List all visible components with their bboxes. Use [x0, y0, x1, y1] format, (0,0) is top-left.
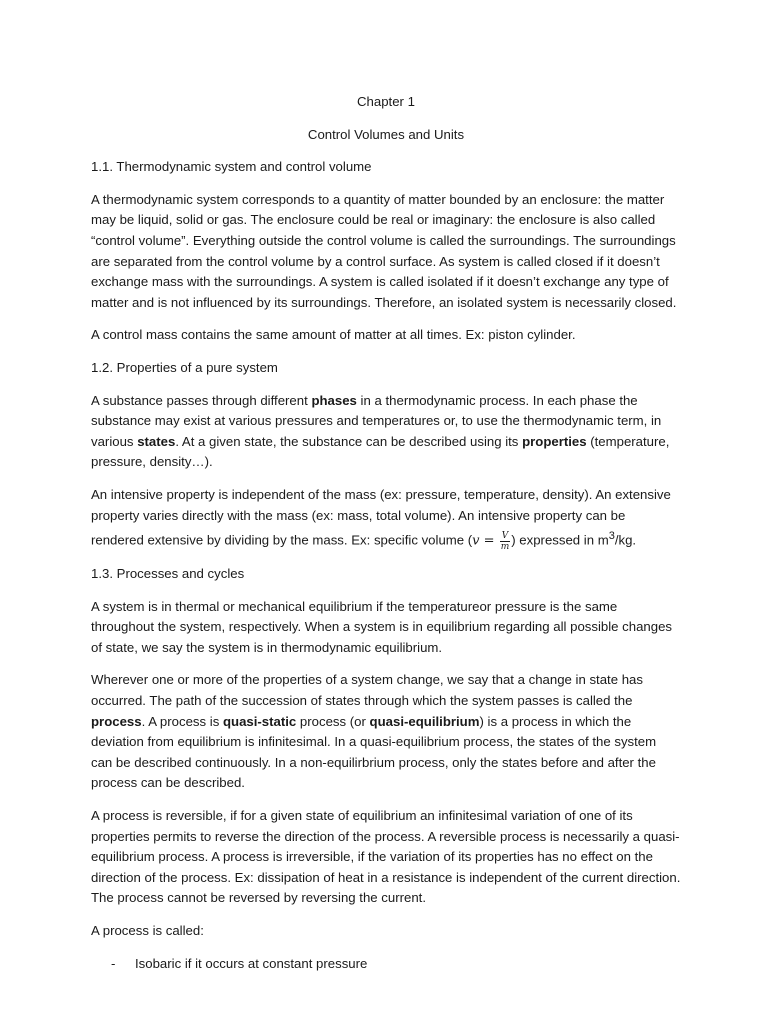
paragraph-process-definition	[91, 670, 681, 794]
process-type-list	[91, 954, 681, 975]
section-heading-1-1: 1.1. Thermodynamic system and control volume	[91, 159, 372, 175]
bold-term-process: process	[91, 713, 142, 729]
section-heading-1-3: 1.3. Processes and cycles	[91, 566, 245, 582]
text-run: /kg.	[614, 532, 637, 548]
section-heading-1-2: 1.2. Properties of a pure system	[91, 359, 278, 375]
chapter-label: Chapter 1	[357, 94, 415, 109]
text-run: in a thermodynamic process. In each phase the substance may exist at various pressures and temperatures or, to use the thermodynamic term, in various	[91, 392, 662, 449]
math-equals: =	[479, 533, 499, 549]
text-run: ) expressed in m	[511, 532, 609, 548]
dash-bullet: -	[111, 955, 116, 971]
paragraph-equilibrium: A system is in thermal or mechanical equilibrium if the temperatureor pressure is the same throughout the system, respectively. When a system is in equilibrium regarding all possible changes of state, we say the system is in thermodynamic equilibrium.	[91, 598, 673, 655]
text-run: Wherever one or more of the properties of a system change, we say that a change in state has occurred. The path of the succession of states through which the system passes is called the	[91, 672, 643, 709]
document-title: Control Volumes and Units	[307, 126, 465, 142]
bold-term-phases: phases	[311, 392, 357, 408]
math-symbol-v: v	[472, 533, 480, 549]
text-run: ) is a process in which the deviation from equilibrium is infinitesimal. In a quasi-equilibrium process, the states of the system can be described continuously. In a non-equilirbrium process, only the states before and after the process can be described.	[91, 713, 657, 791]
bold-term-properties: properties	[522, 433, 587, 449]
list-item	[91, 954, 681, 975]
bold-term-states: states	[137, 433, 176, 449]
bold-term-quasi-equilibrium: quasi-equilibrium	[369, 713, 480, 729]
list-item-text: Isobaric if it occurs at constant pressure	[135, 955, 368, 971]
text-run: (temperature, pressure, density…).	[91, 433, 670, 470]
paragraph-phases-states	[91, 391, 681, 473]
paragraph-process-called: A process is called:	[91, 922, 204, 938]
text-run: . A process is	[141, 713, 223, 729]
text-run: . At a given state, the substance can be described using its	[175, 433, 523, 449]
paragraph-reversibility: A process is reversible, if for a given state of equilibrium an infinitesimal variation of one of its properties permits to reverse the direction of the process. A reversible process is necessarily a quasi-equilibrium process. A process is irreversible, if the variation of its properties has no effect on the direction of the process. Ex: dissipation of heat in a resistance is independent of the current direction. The process cannot be reversed by reversing the current.	[91, 808, 681, 906]
document-page	[91, 92, 681, 974]
paragraph-control-mass: A control mass contains the same amount of matter at all times. Ex: piston cylinder.	[91, 327, 576, 343]
text-run: An intensive property is independent of the mass (ex: pressure, temperature, density). An extensive property varies directly with the mass (ex: mass, total volume). An intensive property can be rendered extensive by dividing by the mass. Ex: specific volume (	[91, 486, 671, 548]
fraction-numerator: V	[500, 531, 511, 542]
bold-term-quasi-static: quasi-static	[222, 713, 297, 729]
paragraph-system-definition: A thermodynamic system corresponds to a quantity of matter bounded by an enclosure: the matter may be liquid, solid or gas. The enclosure could be real or imaginary: the enclosure is also called “control volume”. Everything outside the control volume is called the surroundings. The surroundings are separated from the control volume by a control surface. As system is called closed if it doesn’t exchange mass with the surroundings. A system is called isolated if it doesn’t exchange any type of matter and is not influenced by its surroundings. Therefore, an isolated system is necessarily closed.	[91, 191, 677, 310]
text-run: A substance passes through different	[91, 392, 312, 408]
paragraph-intensive-extensive	[91, 485, 681, 552]
fraction-denominator: m	[500, 541, 510, 552]
math-fraction	[500, 531, 511, 552]
superscript-3: 3	[608, 530, 615, 543]
text-run: process (or	[296, 713, 370, 729]
